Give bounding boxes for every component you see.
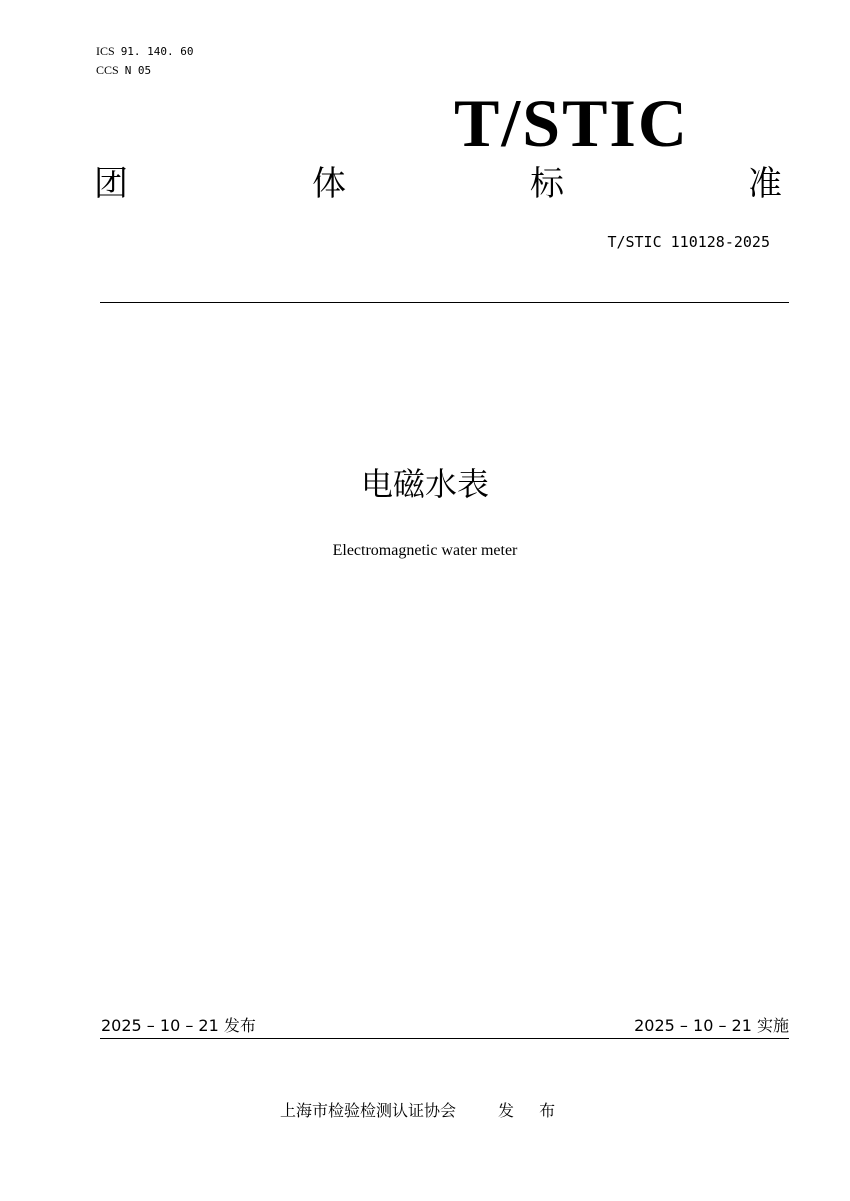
standard-number: T/STIC 110128-2025: [607, 233, 770, 251]
standard-type-heading: [94, 160, 794, 208]
issuer-line: [280, 1100, 565, 1122]
ics-line: [96, 42, 194, 61]
standard-brand-mark: T/STIC: [454, 85, 689, 161]
classification-codes: [96, 42, 194, 80]
issuer-name: 上海市检验检测认证协会: [280, 1101, 457, 1120]
ics-label: ICS: [96, 44, 115, 58]
implement-date: 2025 – 10 – 21 实施: [634, 1016, 789, 1035]
document-title-chinese: 电磁水表: [360, 465, 489, 503]
issuer-action: 发 布: [498, 1101, 566, 1120]
standard-type-char-4: 准: [748, 164, 782, 204]
publish-date: 2025 – 10 – 21 发布: [101, 1016, 256, 1035]
standard-type-char-2: 体: [312, 164, 346, 204]
ccs-label: CCS: [96, 63, 119, 77]
document-title-english: Electromagnetic water meter: [332, 542, 518, 559]
standard-type-char-1: 团: [94, 164, 128, 204]
standard-type-char-3: 标: [530, 164, 564, 204]
ccs-value: N 05: [124, 64, 152, 77]
ccs-line: [96, 61, 194, 80]
ics-value: 91. 140. 60: [120, 45, 194, 58]
header-divider: [100, 302, 789, 303]
footer-divider: [100, 1038, 789, 1039]
